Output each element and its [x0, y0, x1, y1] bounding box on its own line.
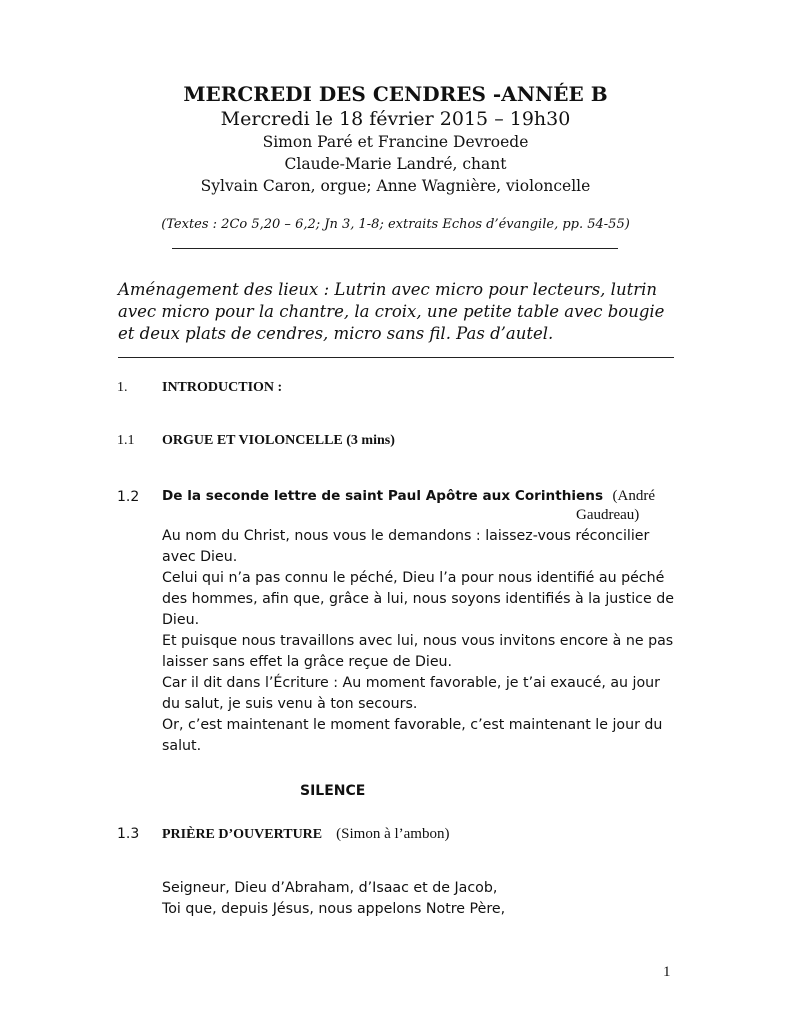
presiders-line: Simon Paré et Francine Devroede: [262, 133, 529, 151]
reader-name-start: (André: [612, 488, 655, 504]
reading-line: des hommes, afin que, grâce à lui, nous soyons identifiés à la justice de: [162, 591, 674, 607]
reading-line: Dieu.: [162, 612, 200, 628]
prayer-line: Toi que, depuis Jésus, nous appelons Notre Père,: [162, 901, 506, 917]
silence-cue: SILENCE: [300, 783, 366, 799]
reading-line: Celui qui n’a pas connu le péché, Dieu l’a pour nous identifié au péché: [162, 570, 665, 586]
reading-line: Au nom du Christ, nous vous le demandons : laissez-vous réconcilier: [162, 528, 650, 544]
reading-line: salut.: [162, 738, 202, 754]
prayer-text: [162, 878, 505, 920]
section-heading-opening-prayer: [162, 826, 449, 843]
readings-references: (Textes : 2Co 5,20 – 6,2; Jn 3, 1-8; extraits Echos d’évangile, pp. 54-55): [161, 217, 630, 232]
reading-title: [162, 488, 655, 505]
section-number: 1.2: [117, 489, 140, 505]
prayer-line: Seigneur, Dieu d’Abraham, d’Isaac et de Jacob,: [162, 880, 498, 896]
reader-name-end: Gaudreau): [576, 507, 640, 523]
instruments-line: Sylvain Caron, orgue; Anne Wagnière, violoncelle: [200, 177, 591, 195]
section-number: 1.3: [117, 826, 140, 842]
page-title: MERCREDI DES CENDRES -ANNÉE B: [183, 82, 608, 106]
divider-top: [172, 248, 618, 249]
reading-text: [162, 526, 682, 757]
chant-line: Claude-Marie Landré, chant: [284, 155, 507, 173]
reading-line: Or, c’est maintenant le moment favorable, c’est maintenant le jour du: [162, 717, 663, 733]
opening-prayer-label: PRIÈRE D’OUVERTURE: [162, 827, 323, 842]
reading-line: du salut, je suis venu à ton secours.: [162, 696, 418, 712]
reading-line: Et puisque nous travaillons avec lui, nous vous invitons encore à ne pas: [162, 633, 674, 649]
section-number: 1.1: [117, 433, 135, 448]
section-heading-introduction: INTRODUCTION :: [162, 380, 283, 395]
reading-line: laisser sans effet la grâce reçue de Dieu.: [162, 654, 453, 670]
section-heading-organ-cello: ORGUE ET VIOLONCELLE (3 mins): [162, 433, 395, 448]
opening-prayer-note: (Simon à l’ambon): [336, 826, 450, 842]
room-setup-note: Aménagement des lieux : Lutrin avec micro pour lecteurs, lutrin avec micro pour la chantre, la croix, une petite table avec bougie et deux plats de cendres, micro sans fil. Pas d’autel.: [118, 280, 665, 343]
page-number: 1: [663, 964, 671, 980]
celebration-date: Mercredi le 18 février 2015 – 19h30: [220, 108, 571, 130]
reading-line: avec Dieu.: [162, 549, 238, 565]
reading-title-text: De la seconde lettre de saint Paul Apôtre aux Corinthiens: [162, 488, 604, 504]
reading-line: Car il dit dans l’Écriture : Au moment favorable, je t’ai exaucé, au jour: [162, 675, 661, 691]
divider-setup: [118, 357, 674, 358]
section-number: 1.: [117, 380, 128, 395]
